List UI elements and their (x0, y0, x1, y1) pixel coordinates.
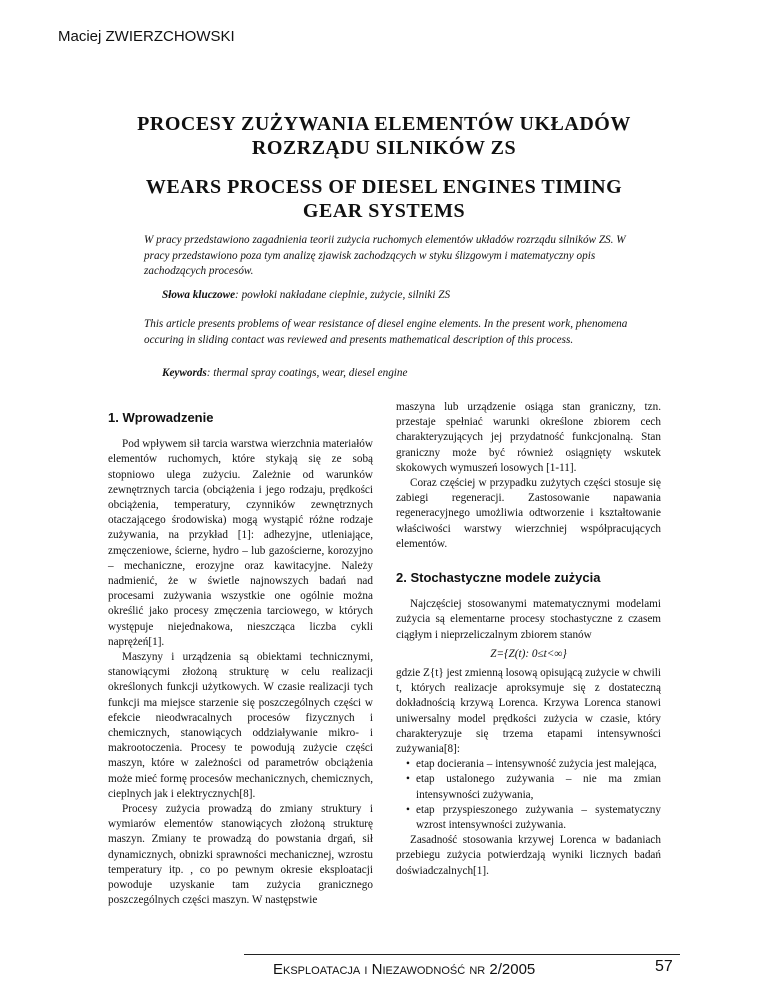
title-polish (60, 112, 708, 160)
list-item: • etap przyspieszonego zużywania – systematyczny wzrost intensywności zużywania. (396, 803, 661, 833)
section-heading-introduction: 1. Wprowadzenie (108, 410, 214, 425)
title-polish-line-1: PROCESY ZUŻYWANIA ELEMENTÓW UKŁADÓW (137, 113, 631, 135)
title-polish-line-2: ROZRZĄDU SILNIKÓW ZS (251, 137, 517, 159)
list-item: • etap ustalonego zużywania – nie ma zmian intensywności zużywania, (396, 772, 661, 802)
keywords-english (162, 367, 407, 379)
list-item: • etap docierania – intensywność zużycia jest malejąca, (396, 757, 661, 772)
author-name: Maciej ZWIERZCHOWSKI (58, 28, 235, 45)
keywords-english-label: Keywords (162, 367, 207, 379)
right-column (396, 400, 661, 879)
abstract-english: This article presents problems of wear resistance of diesel engine elements. In the present work, phenomena occuring in sliding contact was reviewed and presents mathematical description of this process. (144, 318, 628, 346)
keywords-polish-label: Słowa kluczowe (162, 289, 236, 301)
paragraph: Coraz częściej w przypadku zużytych części stosuje się zabiegi regeneracji. Zastosowanie napawania regeneracyjnego umożliwia odtworzenie i kształtowanie właściwości warstwy wierzchniej współpracujących elementów. (396, 477, 661, 550)
paragraph: Pod wpływem sił tarcia warstwa wierzchnia materiałów elementów ruchomych, które stykają się ze sobą stopniowo ulega zużyciu. Zależnie od warunków zewnętrznych tarcia (obciążenia i jego rodzaju, prędkości obciążenia, temperatury, czynników zewnętrznych otaczającego środowiska) mogą wystąpić różne rodzaje zużywania, na przykład [1]: adhezyjne, utleniające, zmęczeniowe, ścierne, hydro – lub gazościerne, korozyjno – mechaniczne, erozyjne oraz kawitacyjne. Należy nadmienić, że w świetle najnowszych badań nad procesami zużywania wszystkie one ogólnie można określić jako procesy zmęczenia tarciowego, w których występuje niejednakowa, nieszcząca liczba cykli naprężeń[1]. (108, 438, 373, 648)
paragraph: Najczęściej stosowanymi matematycznymi modelami zużycia są elementarne procesy stochastyczne z czasem ciągłym i nieprzeliczalnym zbiorem stanów (396, 598, 661, 641)
left-column (108, 400, 373, 909)
paragraph: Maszyny i urządzenia są obiektami technicznymi, stanowiącymi złożoną strukturę w celu realizacji określonych funkcji użytkowych. W czasie realizacji tych funkcji ma miejsce starzenie się poszczególnych części w efekcie nieodwracalnych procesów fizycznych i chemicznych, stanowiących oddziaływanie mikro- i makrootoczenia. Procesy te powodują zużycie części maszyn, które w zależności od parametrów obciążenia może mieć formę procesów mechanicznych, chemicznych, cieplnych jak i elektrycznych[8]. (108, 651, 373, 800)
keywords-polish-text: : powłoki nakładane cieplnie, zużycie, silniki ZS (235, 289, 451, 301)
footer-divider (244, 954, 680, 955)
abstract-polish: W pracy przedstawiono zagadnienia teorii zużycia ruchomych elementów układów rozrządu silników ZS. W pracy przedstawiono poza tym analizę zjawisk zachodzących w styku ślizgowym i matematyczny opis zachodzących procesów. (144, 234, 626, 277)
journal-name: Eksploatacja i Niezawodność nr 2/2005 (273, 961, 536, 978)
title-english-line-2: GEAR SYSTEMS (302, 200, 466, 222)
page-number: 57 (655, 958, 673, 975)
paragraph: maszyna lub urządzenie osiąga stan graniczny, tzn. przestaje spełniać warunki określone zbiorem cech charakteryzujących jej przydatność funkcjonalną. Stan graniczny może być również osiągnięty wskutek skokowych wymuszeń losowych [1-11]. (396, 401, 661, 474)
paragraph: gdzie Z{t} jest zmienną losową opisującą zużycie w chwili t, których realizacje aproksymuje się z dostateczną dokładnością krzywą Lorenca. Krzywa Lorenca stanowi uniwersalny model prędkości zużycia w czasie, który charakteryzuje się trzema etapami intensywności zużywania[8]: (396, 667, 661, 756)
paragraph: Zasadność stosowania krzywej Lorenca w badaniach przebiegu zużycia potwierdzają wyniki licznych badań doświadczalnych[1]. (396, 834, 661, 877)
paragraph: Procesy zużycia prowadzą do zmiany struktury i wymiarów elementów stanowiących złożoną strukturę maszyn. Zmiany te prowadzą do powstania drgań, sił dynamicznych, obnizki sprawności mechanicznej, wzrostu temperatury itp. , co po pewnym okresie eksploatacji powoduje uzyskanie tam zużycia granicznego poszczególnych części maszyn. W następstwie (108, 803, 373, 907)
title-english (60, 175, 708, 223)
title-english-line-1: WEARS PROCESS OF DIESEL ENGINES TIMING (145, 176, 623, 198)
formula: Z={Z(t): 0≤t<∞} (490, 647, 567, 660)
section-heading-stochastic-models: 2. Stochastyczne modele zużycia (396, 570, 601, 586)
keywords-english-text: : thermal spray coatings, wear, diesel engine (206, 367, 408, 379)
bullet-list (396, 757, 661, 833)
keywords-polish (162, 289, 450, 301)
